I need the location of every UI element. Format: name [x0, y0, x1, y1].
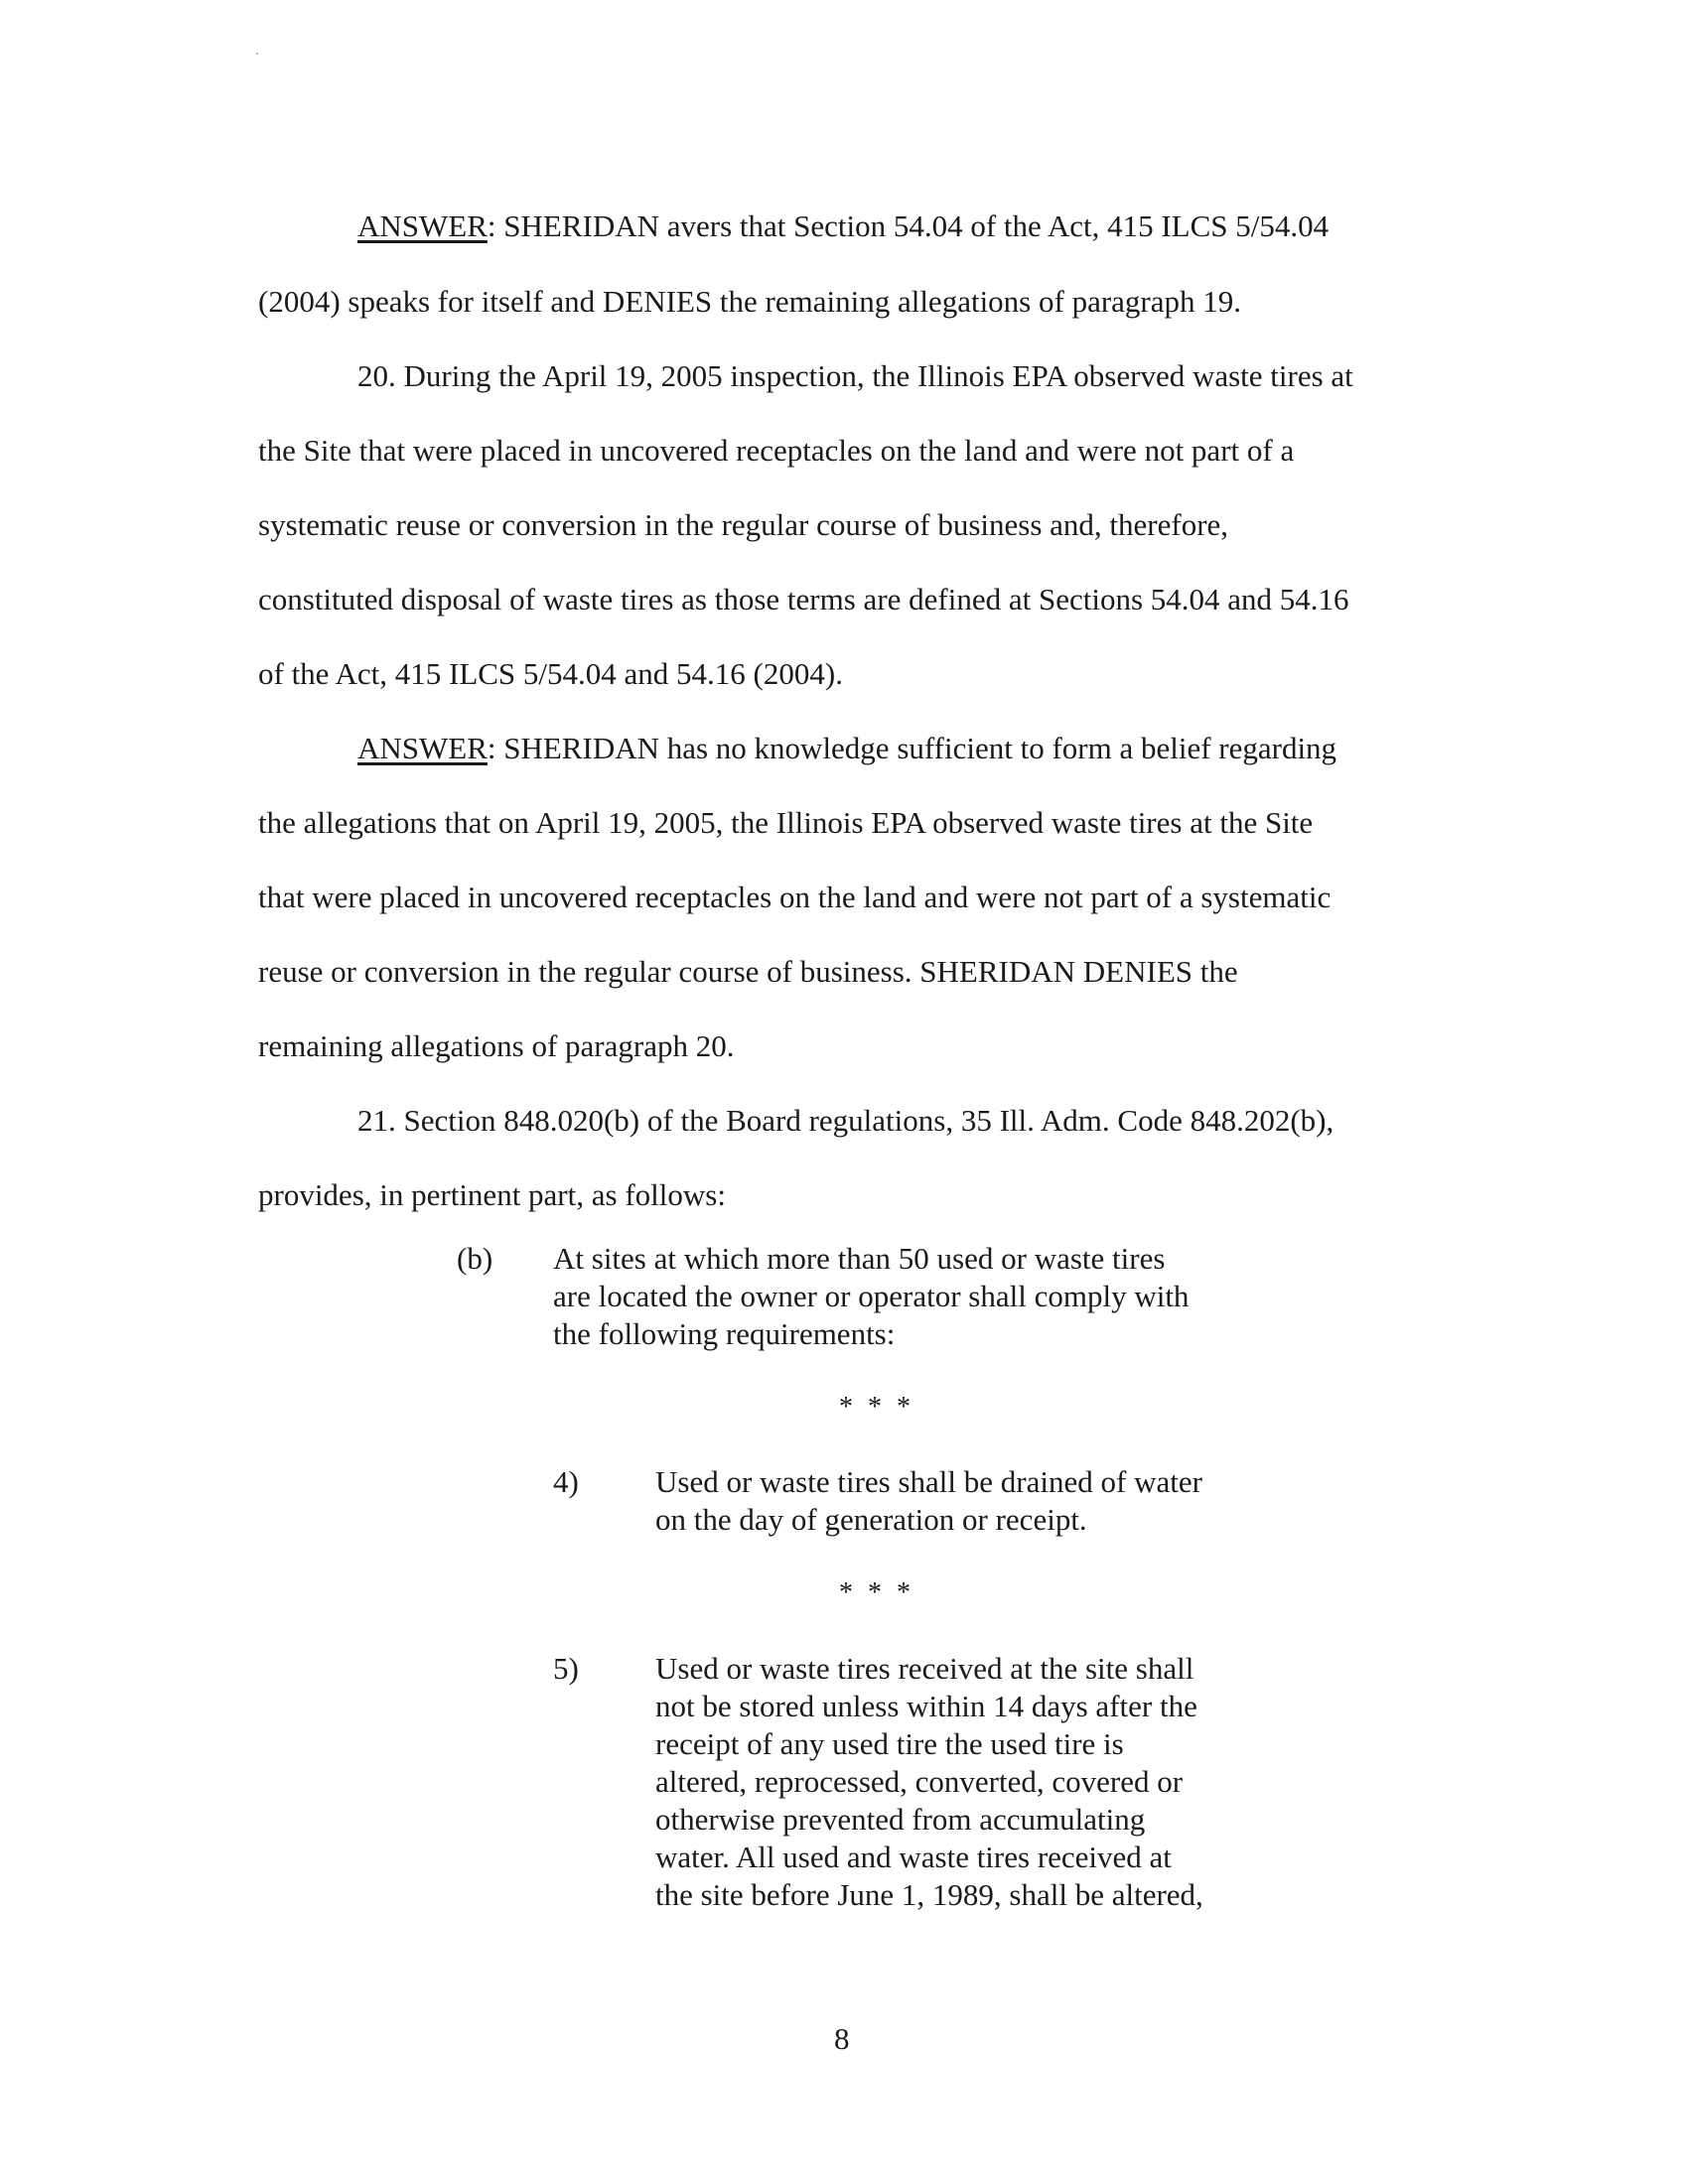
separator-stars: * * *: [839, 1392, 914, 1423]
paragraph-20-line-4: constituted disposal of waste tires as those terms are defined at Sections 54.04 and 54.16: [258, 582, 1349, 616]
answer-20-line-5: remaining allegations of paragraph 20.: [258, 1028, 735, 1063]
paragraph-20-line-5: of the Act, 415 ILCS 5/54.04 and 54.16 (2004).: [258, 656, 843, 691]
quote-line: At sites at which more than 50 used or waste tires: [553, 1241, 1166, 1276]
paragraph-21-line-2: provides, in pertinent part, as follows:: [258, 1177, 726, 1212]
item-5-line: not be stored unless within 14 days after the: [655, 1689, 1197, 1723]
answer-20-line-3: that were placed in uncovered receptacles on the land and were not part of a systematic: [258, 880, 1332, 914]
page-number: 8: [834, 2021, 850, 2056]
answer-label: ANSWER: [357, 208, 488, 243]
paragraph-20-line-3: systematic reuse or conversion in the regular course of business and, therefore,: [258, 507, 1229, 542]
answer-19-line-1: ANSWER: SHERIDAN avers that Section 54.04 of the Act, 415 ILCS 5/54.04: [357, 208, 1330, 243]
item-4-line: Used or waste tires shall be drained of water: [655, 1464, 1202, 1499]
item-5-line: otherwise prevented from accumulating: [655, 1802, 1146, 1837]
item-5-line: water. All used and waste tires received at: [655, 1840, 1172, 1874]
scan-speck: [256, 53, 258, 55]
answer-20-line-1: ANSWER: SHERIDAN has no knowledge sufficient to form a belief regarding: [357, 731, 1337, 765]
quote-line: the following requirements:: [553, 1316, 896, 1351]
item-4-line: on the day of generation or receipt.: [655, 1502, 1087, 1537]
item-5-label: 5): [553, 1651, 579, 1686]
item-5-line: altered, reprocessed, converted, covered or: [655, 1764, 1184, 1799]
separator-stars: * * *: [839, 1577, 914, 1608]
answer-19-line-2: (2004) speaks for itself and DENIES the remaining allegations of paragraph 19.: [258, 284, 1241, 319]
paragraph-21-line-1: 21. Section 848.020(b) of the Board regulations, 35 Ill. Adm. Code 848.202(b),: [357, 1103, 1334, 1138]
item-5-line: the site before June 1, 1989, shall be altered,: [655, 1877, 1203, 1912]
paragraph-20-line-1: 20. During the April 19, 2005 inspection, the Illinois EPA observed waste tires at: [357, 358, 1353, 393]
item-5-line: receipt of any used tire the used tire is: [655, 1726, 1124, 1761]
item-4-label: 4): [553, 1464, 579, 1499]
item-5-line: Used or waste tires received at the site shall: [655, 1651, 1194, 1686]
quote-line: are located the owner or operator shall comply with: [553, 1279, 1190, 1313]
paragraph-20-line-2: the Site that were placed in uncovered receptacles on the land and were not part of a: [258, 433, 1295, 468]
answer-20-line-2: the allegations that on April 19, 2005, the Illinois EPA observed waste tires at the Site: [258, 805, 1314, 840]
quote-label-b: (b): [457, 1241, 493, 1276]
answer-20-line-4: reuse or conversion in the regular course of business. SHERIDAN DENIES the: [258, 954, 1238, 989]
answer-label: ANSWER: [357, 731, 488, 765]
